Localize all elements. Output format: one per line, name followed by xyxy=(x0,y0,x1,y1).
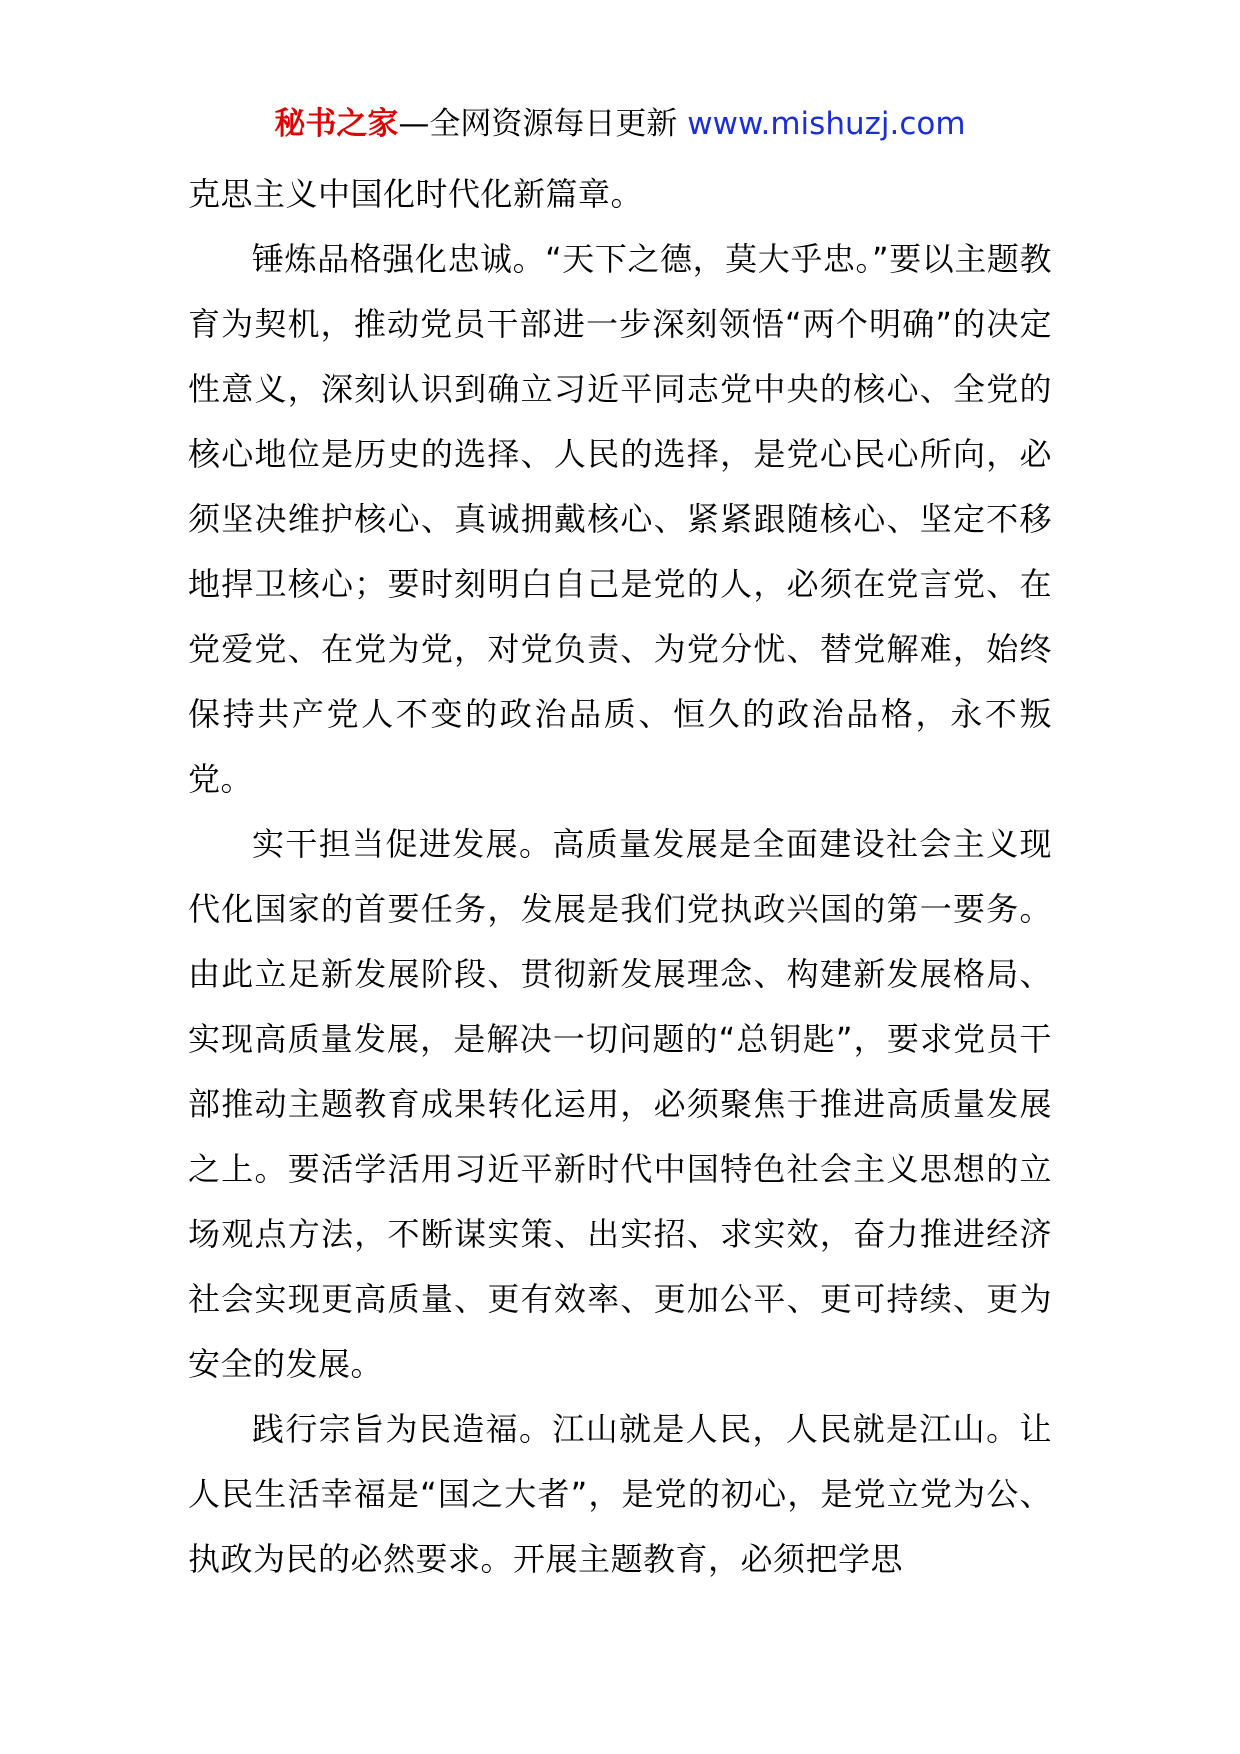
brand-name: 秘书之家 xyxy=(274,106,399,142)
header-tagline: —全网资源每日更新 xyxy=(398,106,678,142)
page-header xyxy=(0,104,1240,144)
paragraph-loyalty: 锤炼品格强化忠诚。“天下之德，莫大乎忠。”要以主题教育为契机，推动党员干部进一步深刻领悟“两个明确”的决定性意义，深刻认识到确立习近平同志党中央的核心、全党的核心地位是历史的选择、人民的选择，是党心民心所向，必须坚决维护核心、真诚拥戴核心、紧紧跟随核心、坚定不移地捍卫核心；要时刻明白自己是党的人，必须在党言党、在党爱党、在党为党，对党负责、为党分忧、替党解难，始终保持共产党人不变的政治品质、恒久的政治品格，永不叛党。 xyxy=(188,240,1052,798)
paragraph-development: 实干担当促进发展。高质量发展是全面建设社会主义现代化国家的首要任务，发展是我们党执政兴国的第一要务。由此立足新发展阶段、贯彻新发展理念、构建新发展格局、实现高质量发展，是解决一切问题的“总钥匙”，要求党员干部推动主题教育成果转化运用，必须聚焦于推进高质量发展之上。要活学活用习近平新时代中国特色社会主义思想的立场观点方法，不断谋实策、出实招、求实效，奋力推进经济社会实现更高质量、更有效率、更加公平、更可持续、更为安全的发展。 xyxy=(188,825,1052,1383)
paragraph-continuation: 克思主义中国化时代化新篇章。 xyxy=(188,175,644,213)
paragraph-people: 践行宗旨为民造福。江山就是人民，人民就是江山。让人民生活幸福是“国之大者”，是党的初心，是党立党为公、执政为民的必然要求。开展主题教育，必须把学思 xyxy=(188,1410,1052,1578)
document-body xyxy=(188,162,1052,1592)
website-link[interactable]: www.mishuzj.com xyxy=(687,106,966,142)
